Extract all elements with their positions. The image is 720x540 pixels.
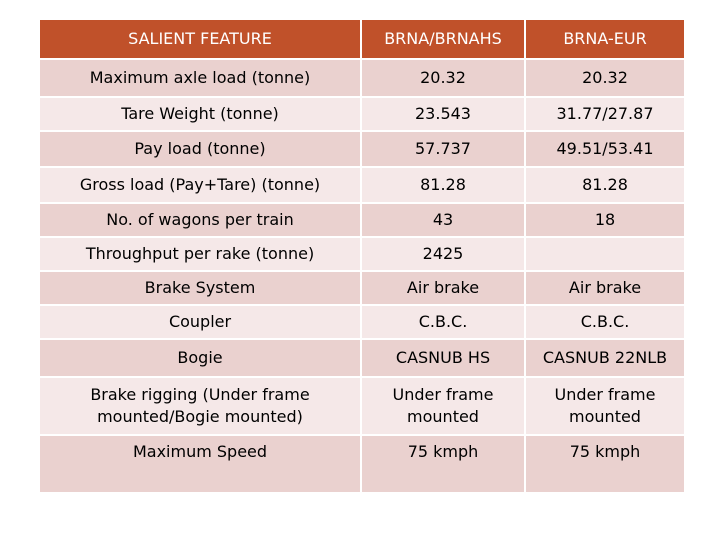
feature-cell: Coupler: [39, 305, 361, 339]
table-row: [39, 97, 685, 131]
brna-brnahs-cell: 81.28: [361, 167, 525, 203]
table-row: [39, 271, 685, 305]
brna-brnahs-cell: C.B.C.: [361, 305, 525, 339]
header-brna-eur: BRNA-EUR: [525, 19, 685, 59]
feature-cell: Maximum axle load (tonne): [39, 59, 361, 97]
brna-eur-cell: Under frame mounted: [525, 377, 685, 435]
brna-brnahs-cell: CASNUB HS: [361, 339, 525, 377]
table-row: [39, 203, 685, 237]
feature-cell: Bogie: [39, 339, 361, 377]
feature-cell: Gross load (Pay+Tare) (tonne): [39, 167, 361, 203]
brna-eur-cell: 18: [525, 203, 685, 237]
feature-cell: Tare Weight (tonne): [39, 97, 361, 131]
table-row: [39, 305, 685, 339]
brna-brnahs-cell: 20.32: [361, 59, 525, 97]
salient-features-table: [38, 18, 686, 494]
feature-cell: Brake System: [39, 271, 361, 305]
brna-brnahs-cell: Air brake: [361, 271, 525, 305]
brna-brnahs-cell: 75 kmph: [361, 435, 525, 493]
brna-eur-cell: [525, 237, 685, 271]
brna-eur-cell: 75 kmph: [525, 435, 685, 493]
table-row: [39, 377, 685, 435]
feature-cell: Pay load (tonne): [39, 131, 361, 167]
brna-brnahs-cell: 2425: [361, 237, 525, 271]
brna-brnahs-cell: 57.737: [361, 131, 525, 167]
table-row: [39, 59, 685, 97]
feature-cell: Brake rigging (Under frame mounted/Bogie mounted): [39, 377, 361, 435]
table-row: [39, 167, 685, 203]
header-brna-brnahs: BRNA/BRNAHS: [361, 19, 525, 59]
brna-eur-cell: Air brake: [525, 271, 685, 305]
header-feature: SALIENT FEATURE: [39, 19, 361, 59]
brna-eur-cell: 20.32: [525, 59, 685, 97]
feature-cell: Throughput per rake (tonne): [39, 237, 361, 271]
brna-eur-cell: 81.28: [525, 167, 685, 203]
brna-eur-cell: 49.51/53.41: [525, 131, 685, 167]
brna-eur-cell: CASNUB 22NLB: [525, 339, 685, 377]
table-row: [39, 131, 685, 167]
brna-brnahs-cell: Under frame mounted: [361, 377, 525, 435]
brna-eur-cell: C.B.C.: [525, 305, 685, 339]
brna-brnahs-cell: 23.543: [361, 97, 525, 131]
brna-eur-cell: 31.77/27.87: [525, 97, 685, 131]
table-row: [39, 237, 685, 271]
table-row: [39, 435, 685, 493]
brna-brnahs-cell: 43: [361, 203, 525, 237]
feature-cell: No. of wagons per train: [39, 203, 361, 237]
header-row: [39, 19, 685, 59]
table-row: [39, 339, 685, 377]
feature-cell: Maximum Speed: [39, 435, 361, 493]
